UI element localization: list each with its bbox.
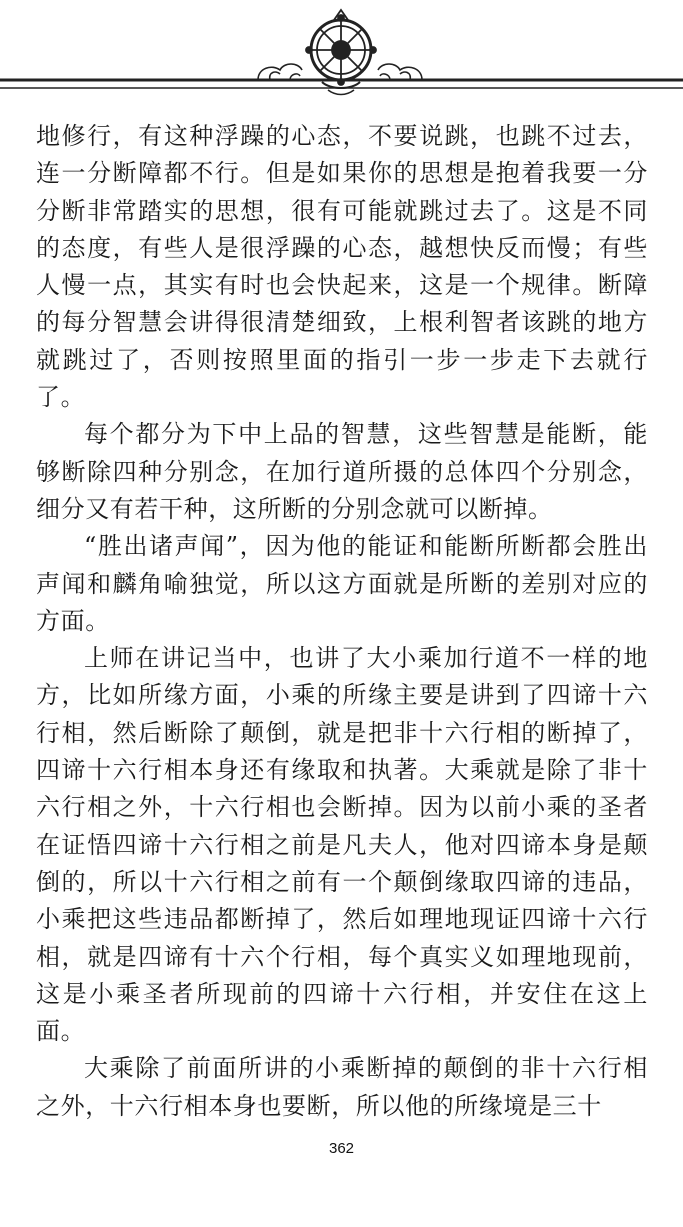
page-header-ornament (0, 0, 683, 110)
page-number: 362 (328, 1140, 355, 1157)
dharma-wheel-icon (306, 10, 376, 95)
paragraph: 大乘除了前面所讲的小乘断掉的颠倒的非十六行相之外，十六行相本身也要断，所以他的所缘境是三十 (36, 1054, 648, 1120)
cloud-ornament-right-icon (378, 64, 422, 80)
paragraph: 地修行，有这种浮躁的心态，不要说跳，也跳不过去，连一分断障都不行。但是如果你的思想是抱着我要一分分断非常踏实的思想，很有可能就跳过去了。这是不同的态度，有些人是很浮躁的心态，越想快反而慢；有些人慢一点，其实有时也会快起来，这是一个规律。断障的每分智慧会讲得很清楚细致，上根利智者该跳的地方就跳过了，否则按照里面的指引一步一步走下去就行了。 (36, 122, 648, 412)
paragraph: “胜出诸声闻”，因为他的能证和能断所断都会胜出声闻和麟角喻独觉，所以这方面就是所断的差别对应的方面。 (36, 532, 648, 635)
paragraph: 上师在讲记当中，也讲了大小乘加行道不一样的地方，比如所缘方面，小乘的所缘主要是讲到了四谛十六行相，然后断除了颠倒，就是把非十六行相的断掉了，四谛十六行相本身还有缘取和执著。大乘就是除了非十六行相之外，十六行相也会断掉。因为以前小乘的圣者在证悟四谛十六行相之前是凡夫人，他对四谛本身是颠倒的，所以十六行相之前有一个颠倒缘取四谛的违品，小乘把这些违品都断掉了，然后如理地现证四谛十六行相，就是四谛有十六个行相，每个真实义如理地现前，这是小乘圣者所现前的四谛十六行相，并安住在这上面。 (36, 644, 648, 1046)
paragraph: 每个都分为下中上品的智慧，这些智慧是能断，能够断除四种分别念，在加行道所摄的总体四个分别念，细分又有若干种，这所断的分别念就可以断掉。 (36, 420, 648, 523)
cloud-ornament-left-icon (258, 64, 302, 80)
main-text (36, 118, 648, 1125)
